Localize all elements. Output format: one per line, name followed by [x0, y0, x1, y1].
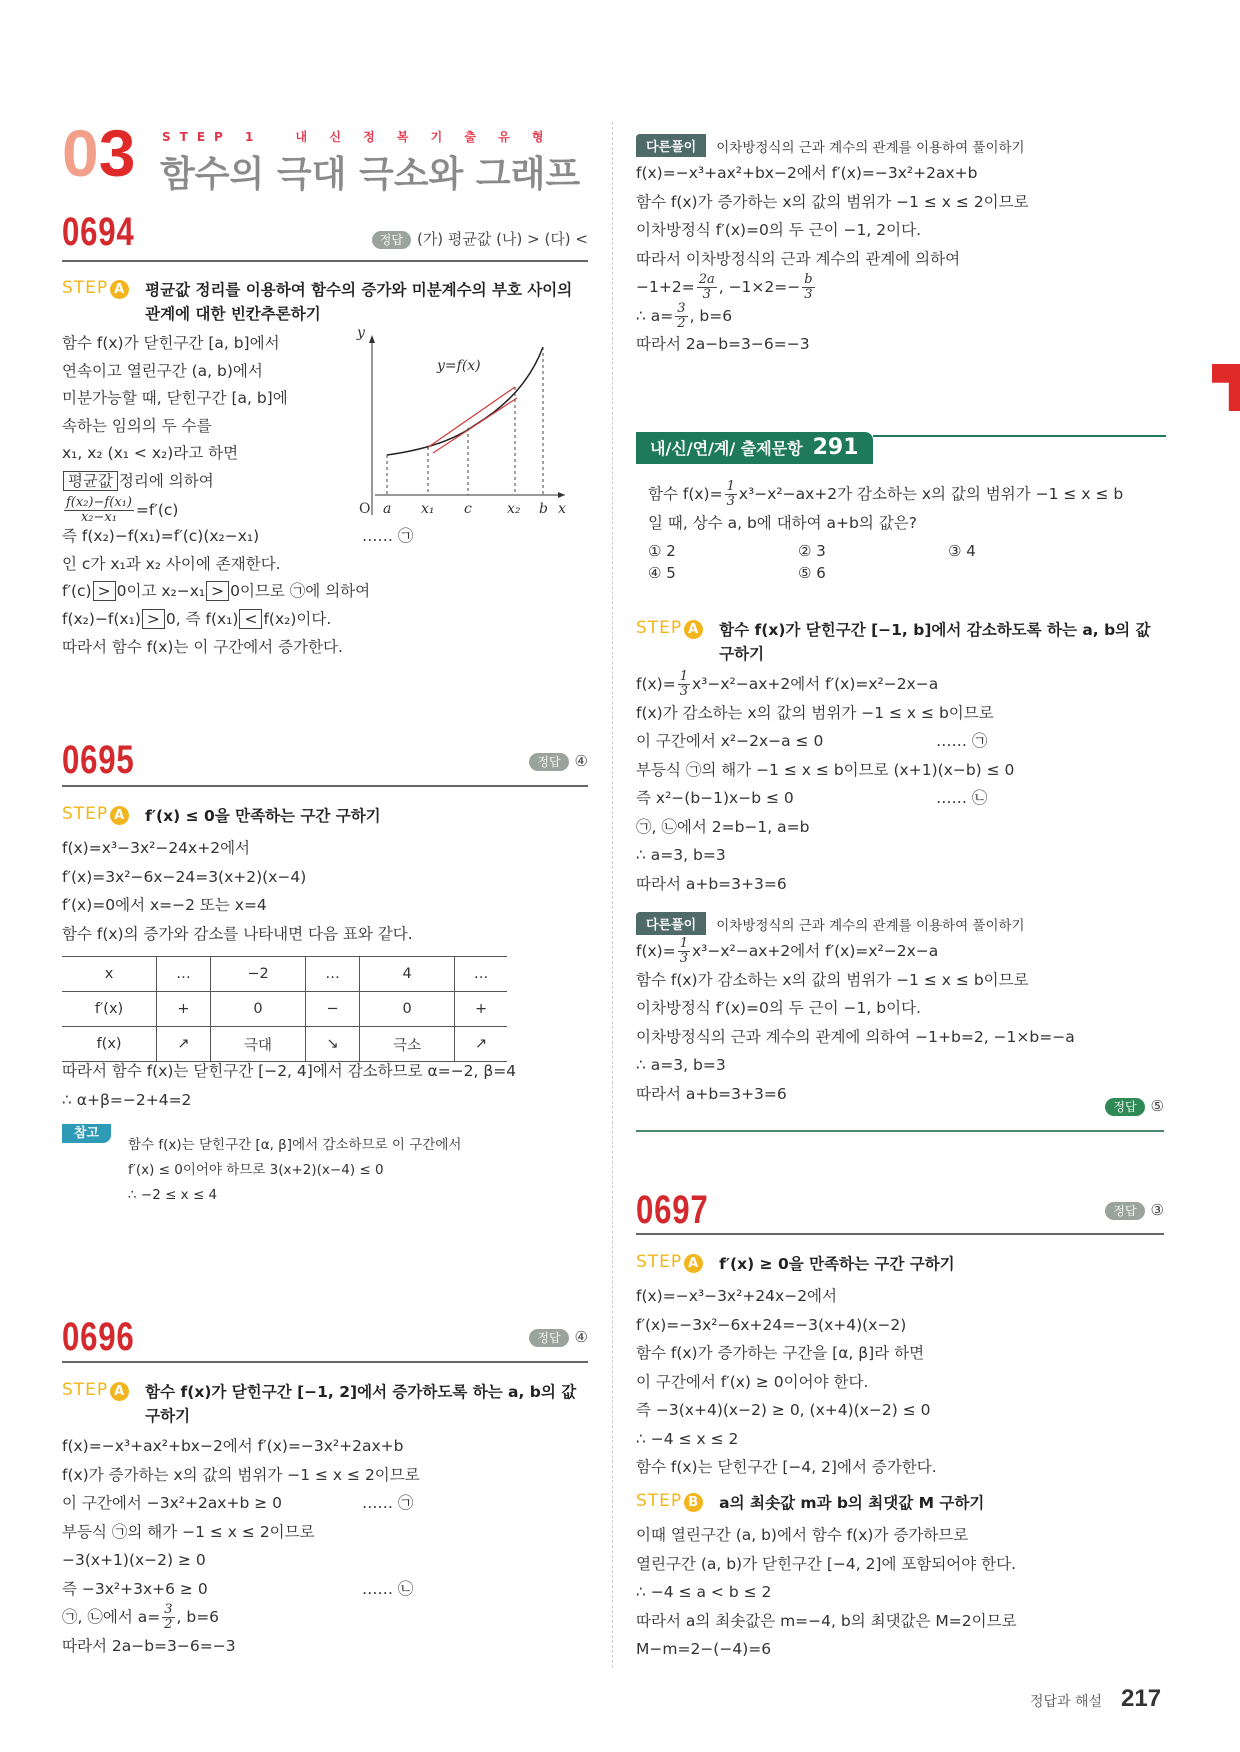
step-title: a의 최솟값 m과 b의 최댓값 M 구하기: [719, 1494, 985, 1512]
text-segment: 즉 −3x²+3x+6 ≥ 0: [62, 1579, 208, 1598]
text-line: 따라서 함수 f(x)는 이 구간에서 증가한다.: [62, 637, 343, 656]
table-cell: 극소: [359, 1027, 454, 1062]
step-label-text: STEP: [62, 278, 109, 298]
step-a-0695: [62, 804, 592, 828]
step-subtitle: 내 신 정 복 기 출 유 형: [295, 130, 553, 144]
text-line: [62, 1575, 582, 1604]
table-cell: ↗: [157, 1027, 211, 1062]
tangent-line: [433, 398, 517, 453]
curve-label: y=f(x): [437, 358, 481, 374]
blank-answer-box: 평균값: [63, 471, 118, 491]
table-cell: ↗: [455, 1027, 507, 1062]
numerator: b: [804, 272, 813, 287]
text-line: 부등식 ㉠의 해가 −1 ≤ x ≤ 2이므로: [62, 1522, 315, 1541]
tick-x1: x₁: [421, 501, 435, 517]
text-line: f(x)=−x³+ax²+bx−2에서 f′(x)=−3x²+2ax+b: [62, 1437, 404, 1455]
answer-0695: [529, 752, 588, 771]
text-line: M−m=2−(−4)=6: [636, 1640, 772, 1658]
text-line: 함수 f(x)가 증가하는 x의 값의 범위가 −1 ≤ x ≤ 2이므로: [636, 192, 1029, 211]
text-line: [62, 606, 582, 634]
text-line: ∴ α+β=−2+4=2: [62, 1090, 192, 1109]
answer-text: (가) 평균값 (나) > (다) <: [416, 230, 588, 248]
text-line: [62, 578, 582, 606]
text-line: 함수 f(x)가 증가하는 구간을 [α, β]라 하면: [636, 1344, 925, 1362]
text-line: [636, 784, 1156, 813]
reference-box: [62, 1122, 582, 1208]
answer-291: [1105, 1097, 1164, 1116]
alt-solution-title: 이차방정식의 근과 계수의 관계를 이용하여 풀이하기: [716, 917, 1025, 934]
blank-answer-box: <: [239, 609, 262, 629]
text-line: ∴ −4 ≤ x ≤ 2: [636, 1429, 739, 1448]
numerator: 1: [679, 936, 688, 951]
numerator: 1: [726, 479, 735, 494]
equation-tag: …… ㉡: [362, 1579, 414, 1598]
reference-label: 참고: [62, 1124, 111, 1143]
answer-0696: [529, 1328, 588, 1347]
fraction: [162, 1603, 174, 1632]
text-line: [636, 273, 1166, 302]
alt-solution-lines: [636, 159, 1166, 359]
alt-solution-label: 다른풀이: [636, 912, 706, 935]
text-segment: 0, 즉 f(x₁): [165, 609, 239, 628]
step-letter-badge: A: [110, 806, 129, 825]
step-title: 평균값 정리를 이용하여 함수의 증가와 미분계수의 부호 사이의 관계에 대한 빈칸추론하기: [145, 281, 573, 323]
fraction: [678, 937, 690, 966]
divider: [636, 1233, 1164, 1235]
answer-0694: [372, 228, 588, 249]
text-segment: x³−x²−ax+2에서 f′(x)=x²−2x−a: [692, 675, 939, 693]
step-a-0697: [636, 1252, 1166, 1276]
text-line: 부등식 ㉠의 해가 −1 ≤ x ≤ b이므로 (x+1)(x−b) ≤ 0: [636, 760, 1015, 779]
text-line: f′(x)=3x²−6x−24=3(x+2)(x−4): [62, 867, 307, 886]
equation-tag: …… ㉠: [936, 732, 988, 750]
table-cell: −: [306, 992, 360, 1027]
column-divider: [612, 122, 613, 1668]
table-cell: 극대: [210, 1027, 305, 1062]
answer-choices: [648, 542, 1098, 582]
chapter-side-tab: [1212, 364, 1240, 411]
denominator: 3: [679, 951, 688, 966]
text-line: 따라서 2a−b=3−6=−3: [62, 1636, 236, 1655]
step-letter-badge: B: [684, 1493, 703, 1512]
text-segment: −1+2=: [636, 278, 695, 296]
divider: [636, 1130, 1164, 1132]
origin-label: O: [359, 501, 371, 517]
numerator: f(x₂)−f(x₁): [66, 494, 132, 510]
text-line: [648, 480, 1168, 509]
answer-badge: 정답: [372, 231, 411, 249]
answer-text: ③: [1150, 1201, 1164, 1219]
answer-text: ⑤: [1150, 1097, 1164, 1115]
text-segment: f(x₂)이다.: [263, 609, 332, 628]
blank-answer-box: >: [206, 581, 229, 601]
step-label: [62, 804, 129, 825]
step-letter-badge: A: [110, 1382, 129, 1401]
text-line: [636, 937, 1166, 966]
text-line: [62, 1603, 582, 1632]
text-line: x₁, x₂ (x₁ < x₂)라고 하면: [62, 444, 239, 463]
text-segment: , b=6: [689, 306, 733, 325]
fraction: [802, 273, 814, 302]
tick-x2: x₂: [507, 501, 521, 517]
denominator: 3: [679, 684, 688, 699]
text-line: 함수 f(x)는 닫힌구간 [−4, 2]에서 증가한다.: [636, 1458, 937, 1476]
section-step: [162, 128, 553, 145]
text-segment: 0이므로 ㉠에 의하여: [230, 582, 371, 601]
y-axis-label: y: [357, 325, 365, 341]
table-cell: …: [157, 957, 211, 992]
text-line: 속하는 임의의 두 수를: [62, 416, 212, 435]
x-axis-label: x: [558, 501, 566, 517]
text-segment: , b=6: [176, 1608, 220, 1626]
text-segment: ㉠, ㉡에서 a=: [62, 1608, 161, 1626]
mean-value-graph: [355, 325, 570, 530]
divider: [62, 1361, 588, 1363]
problem-number-0696: 0696: [62, 1315, 135, 1359]
text-line: −3(x+1)(x−2) ≥ 0: [62, 1551, 206, 1569]
text-line: 따라서 2a−b=3−6=−3: [636, 335, 810, 353]
step-number: STEP 1: [162, 130, 263, 144]
fraction: [725, 480, 737, 509]
linked-problem-banner: [636, 432, 1166, 464]
step-a-291: [636, 618, 1166, 666]
answer-badge: 정답: [529, 1329, 568, 1347]
solution-0697-a: [636, 1282, 1156, 1482]
alt-solution-label: 다른풀이: [636, 134, 706, 157]
answer-badge: 정답: [1105, 1202, 1144, 1220]
text-segment: 이 구간에서 −3x²+2ax+b ≥ 0: [62, 1494, 283, 1512]
step-b-0697: [636, 1491, 1166, 1515]
solution-0696: [62, 1432, 582, 1660]
step-label: [636, 1491, 703, 1512]
step-label-text: STEP: [636, 618, 683, 638]
text-line: f(x)=−x³+ax²+bx−2에서 f′(x)=−3x²+2ax+b: [636, 164, 978, 182]
step-title: 함수 f(x)가 닫힌구간 [−1, 2]에서 증가하도록 하는 a, b의 값 구하기: [145, 1383, 577, 1425]
text-line: f′(x)=−3x²−6x+24=−3(x+4)(x−2): [636, 1315, 907, 1334]
text-segment: =f′(c): [135, 500, 179, 519]
denominator: 3: [726, 494, 735, 509]
chapter-number: [62, 118, 135, 188]
numerator: 2a: [698, 272, 715, 287]
table-row: [62, 957, 507, 992]
step-title: 함수 f(x)가 닫힌구간 [−1, b]에서 감소하도록 하는 a, b의 값 구하기: [719, 621, 1151, 663]
text-segment: x³−x²−ax+2에서 f′(x)=x²−2x−a: [692, 942, 939, 960]
fraction: [697, 273, 717, 302]
footer-label: 정답과 해설: [1030, 1694, 1103, 1710]
step-letter-badge: A: [684, 620, 703, 639]
answer-choice: ① 2: [648, 542, 676, 560]
text-line: [636, 727, 1156, 756]
solution-0697-b: [636, 1521, 1156, 1664]
text-line: 함수 f(x)가 닫힌구간 [a, b]에서: [62, 334, 280, 352]
table-cell: +: [157, 992, 211, 1027]
secant-line: [427, 387, 515, 448]
problem-number-0695: 0695: [62, 738, 135, 782]
step-label-text: STEP: [62, 1380, 109, 1400]
banner-rule: [873, 435, 1166, 437]
table-cell: x: [62, 957, 157, 992]
blank-answer-box: >: [142, 609, 165, 629]
text-line: ∴ a=3, b=3: [636, 1056, 726, 1074]
text-line: 열린구간 (a, b)가 닫힌구간 [−4, 2]에 포함되어야 한다.: [636, 1554, 1017, 1573]
problem-number-0697: 0697: [636, 1188, 709, 1232]
banner-number: 291: [812, 435, 859, 460]
answer-text: ④: [574, 752, 588, 770]
alt-solution-lines: [636, 937, 1166, 1108]
text-line: f′(x) ≤ 0이어야 하므로 3(x+2)(x−4) ≤ 0: [128, 1162, 384, 1178]
page-footer: [1030, 1685, 1161, 1713]
text-line: 함수 f(x)가 감소하는 x의 값의 범위가 −1 ≤ x ≤ b이므로: [636, 970, 1029, 989]
denominator: 2: [677, 315, 686, 331]
text-line: 이차방정식 f′(x)=0의 두 근이 −1, 2이다.: [636, 221, 921, 239]
denominator: 3: [804, 287, 813, 302]
text-line: f(x)가 증가하는 x의 값의 범위가 −1 ≤ x ≤ 2이므로: [62, 1465, 420, 1484]
table-cell: f′(x): [62, 992, 157, 1027]
text-line: ∴ a=3, b=3: [636, 846, 726, 864]
step-label: [62, 1380, 129, 1401]
alt-solution-0696: [636, 134, 1166, 359]
text-line: 따라서 a의 최솟값은 m=−4, b의 최댓값은 M=2이므로: [636, 1611, 1017, 1630]
linked-problem-text: [648, 480, 1168, 537]
answer-choice: ⑤ 6: [798, 564, 826, 582]
text-segment: ∴ a=: [636, 306, 674, 325]
numerator: 1: [679, 669, 688, 684]
answer-text: ④: [574, 1328, 588, 1346]
table-cell: 0: [210, 992, 305, 1027]
table-cell: f(x): [62, 1027, 157, 1062]
text-line: f(x)=−x³−3x²+24x−2에서: [636, 1287, 837, 1305]
step-label: [636, 618, 703, 639]
fraction: [64, 496, 134, 525]
answer-choice: ② 3: [798, 542, 826, 560]
tick-c: c: [464, 501, 472, 517]
text-line: f′(x)=0에서 x=−2 또는 x=4: [62, 896, 267, 914]
denominator: 2: [164, 1617, 173, 1632]
step-label-text: STEP: [636, 1252, 683, 1272]
text-segment: 0이고 x₂−x₁: [116, 582, 206, 601]
text-segment: 함수 f(x)=: [648, 485, 723, 503]
step-letter-badge: A: [110, 280, 129, 299]
table-cell: 4: [359, 957, 454, 992]
answer-0697: [1105, 1201, 1164, 1220]
divider: [62, 260, 588, 262]
text-line: 이때 열린구간 (a, b)에서 함수 f(x)가 증가하므로: [636, 1526, 969, 1544]
text-segment: f(x₂)−f(x₁): [62, 609, 141, 628]
denominator: 3: [702, 287, 711, 302]
equation-tag: …… ㉠: [362, 1494, 414, 1512]
table-cell: 0: [359, 992, 454, 1027]
text-segment: f(x)=: [636, 942, 676, 960]
text-line: [636, 302, 1166, 331]
text-segment: 이 구간에서 x²−2x−a ≤ 0: [636, 732, 824, 750]
table-cell: −2: [210, 957, 305, 992]
step-title: f′(x) ≤ 0을 만족하는 구간 구하기: [145, 807, 381, 825]
text-segment: 즉 f(x₂)−f(x₁)=f′(c)(x₂−x₁): [62, 527, 260, 546]
step-title: f′(x) ≥ 0을 만족하는 구간 구하기: [719, 1255, 955, 1273]
banner-text: 내/신/연/계/ 출제문항: [650, 439, 803, 458]
banner-label: [636, 432, 873, 464]
text-line: 미분가능할 때, 닫힌구간 [a, b]에: [62, 389, 288, 408]
alt-solution-291: [636, 912, 1166, 1108]
text-line: ㉠, ㉡에서 2=b−1, a=b: [636, 817, 810, 836]
reference-lines: [128, 1133, 582, 1208]
step-label: [62, 278, 129, 299]
text-line: 일 때, 상수 a, b에 대하여 a+b의 값은?: [648, 513, 917, 532]
increase-decrease-table: [62, 956, 507, 1062]
text-line: 따라서 a+b=3+3=6: [636, 1084, 787, 1103]
table-row: [62, 992, 507, 1027]
text-line: f(x)=x³−3x²−24x+2에서: [62, 839, 251, 857]
text-segment: f′(c): [62, 582, 92, 601]
text-line: [636, 670, 1156, 699]
step-label-text: STEP: [62, 804, 109, 824]
text-line: 인 c가 x₁과 x₂ 사이에 존재한다.: [62, 554, 281, 573]
divider: [62, 785, 588, 787]
problem-number-0694: 0694: [62, 210, 135, 254]
text-line: [62, 1489, 582, 1518]
text-segment: , −1×2=−: [718, 278, 801, 296]
conclusion-0695: [62, 1057, 582, 1114]
chapter-number-text: 03: [62, 116, 136, 190]
chapter-title: 함수의 극대 극소와 그래프: [160, 154, 581, 195]
answer-choice: ③ 4: [948, 542, 976, 560]
equation-tag: …… ㉠: [362, 527, 414, 546]
fraction: [675, 302, 687, 331]
y-axis-arrow-icon: [369, 335, 375, 343]
step-a-0696: [62, 1380, 592, 1428]
step-letter-badge: A: [684, 1254, 703, 1273]
page-number: 217: [1121, 1685, 1162, 1712]
text-segment: f(x)=: [636, 675, 676, 693]
text-line: 연속이고 열린구간 (a, b)에서: [62, 361, 263, 380]
answer-badge: 정답: [529, 753, 568, 771]
text-line: 이 구간에서 f′(x) ≥ 0이어야 한다.: [636, 1372, 869, 1391]
equation-tag: …… ㉡: [936, 789, 988, 807]
solution-291: [636, 670, 1156, 898]
table-cell: …: [455, 957, 507, 992]
text-line: ∴ −4 ≤ a < b ≤ 2: [636, 1583, 772, 1601]
blank-answer-box: >: [93, 581, 116, 601]
tick-a: a: [383, 501, 392, 517]
text-line: 따라서 이차방정식의 근과 계수의 관계에 의하여: [636, 249, 961, 268]
fraction: [678, 670, 690, 699]
answer-badge: 정답: [1105, 1098, 1144, 1116]
text-line: 따라서 a+b=3+3=6: [636, 874, 787, 893]
step-label-text: STEP: [636, 1491, 683, 1511]
text-line: 이차방정식의 근과 계수의 관계에 의하여 −1+b=2, −1×b=−a: [636, 1027, 1075, 1046]
alt-solution-title: 이차방정식의 근과 계수의 관계를 이용하여 풀이하기: [716, 139, 1025, 156]
tick-b: b: [539, 501, 548, 517]
step-label: [636, 1252, 703, 1273]
text-segment: 정리에 의하여: [118, 471, 214, 490]
denominator: x₂−x₁: [80, 509, 117, 525]
step-a-0694: [62, 278, 592, 326]
table-cell: …: [306, 957, 360, 992]
text-line: 이차방정식 f′(x)=0의 두 근이 −1, b이다.: [636, 999, 921, 1017]
text-line: ∴ −2 ≤ x ≤ 4: [128, 1187, 218, 1203]
text-segment: 즉 x²−(b−1)x−b ≤ 0: [636, 789, 794, 807]
numerator: 3: [677, 300, 686, 316]
text-segment: x³−x²−ax+2가 감소하는 x의 값의 범위가 −1 ≤ x ≤ b: [738, 485, 1124, 503]
text-line: 함수 f(x)의 증가와 감소를 나타내면 다음 표와 같다.: [62, 924, 413, 943]
text-line: f(x)가 감소하는 x의 값의 범위가 −1 ≤ x ≤ b이므로: [636, 703, 994, 722]
answer-choice: ④ 5: [648, 564, 676, 582]
text-line: 따라서 함수 f(x)는 닫힌구간 [−2, 4]에서 감소하므로 α=−2, β=4: [62, 1062, 517, 1080]
table-cell: ↘: [306, 1027, 360, 1062]
numerator: 3: [164, 1602, 173, 1617]
table-cell: +: [455, 992, 507, 1027]
text-line: 함수 f(x)는 닫힌구간 [α, β]에서 감소하므로 이 구간에서: [128, 1137, 462, 1153]
solution-0695: [62, 834, 582, 948]
x-axis-arrow-icon: [558, 492, 565, 498]
text-line: 즉 −3(x+4)(x−2) ≥ 0, (x+4)(x−2) ≤ 0: [636, 1401, 931, 1419]
